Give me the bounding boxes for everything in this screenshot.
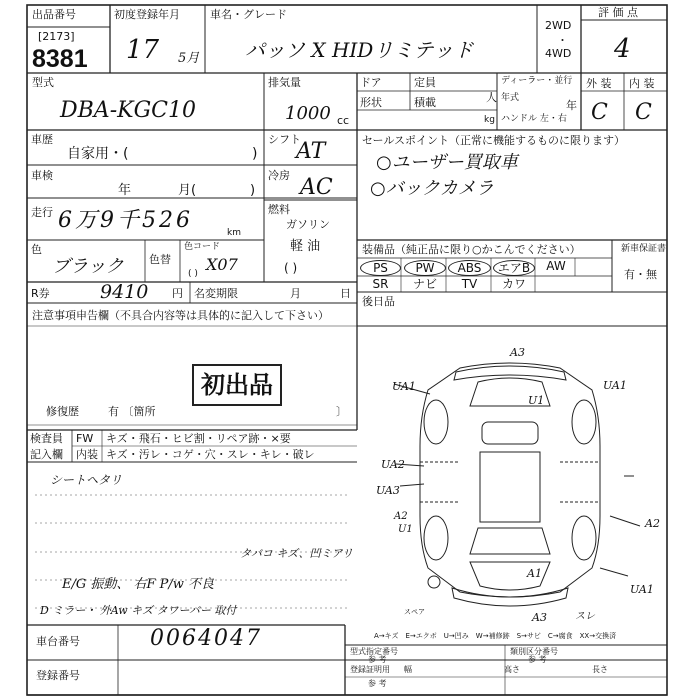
recycle-label: R券 [31, 287, 50, 300]
color-code-label: 色コード [184, 242, 221, 252]
model-code: DBA-KGC10 [60, 98, 196, 123]
fuel-gasoline: ガソリン [286, 218, 330, 231]
first-registration-year: 17 [126, 35, 160, 65]
history-value: 自家用・( [67, 146, 129, 162]
damage-mark-left-rear: A2 [394, 511, 408, 522]
equipment-item: カワ [501, 277, 526, 291]
history-close: ) [252, 146, 258, 162]
repair-history-close: 〕 [336, 405, 347, 418]
interior-tag: 内装 [76, 448, 98, 461]
damage-mark-front-left: UA1 [392, 380, 416, 393]
dealer-label: ディーラー・並行 [501, 76, 573, 86]
shift-label: シフト [268, 133, 301, 146]
wheel-rear-right [572, 516, 596, 560]
damage-mark-trunk: A1 [527, 567, 542, 580]
inspection-close: ) [250, 183, 256, 198]
interior-label: 内 装 [629, 77, 655, 90]
inspection-label: 車検 [31, 169, 53, 182]
load-unit: kg [484, 115, 495, 125]
equipment-item: SR [372, 277, 389, 291]
fuel-paren: ( ) [284, 261, 298, 275]
rear-bumper [452, 588, 568, 606]
damage-legend: A→キズ E→エクボ U→凹み W→補修跡 S→サビ C→腐食 XX→交換済 [374, 632, 617, 640]
equipment-item: AW [546, 259, 566, 273]
displacement-unit: cc [337, 114, 350, 127]
model-spec-label: 型式指定番号 [350, 647, 398, 656]
sales-points-label: セールスポイント（正常に機能するものに限ります） [362, 134, 626, 147]
sales-point-1: ○ユーザー買取車 [376, 152, 518, 173]
rear-window [470, 528, 550, 554]
first-listing-stamp [192, 364, 282, 406]
car-name: パッソ X HIDリミテッド [245, 38, 474, 62]
recycle-unit: 円 [172, 287, 183, 300]
damage-mark-left-rear-2: U1 [398, 524, 413, 535]
inspector-note-3: E/G 振動、 右F P/w 不良 [62, 577, 215, 592]
windshield [482, 422, 538, 444]
model-label: 型式 [32, 76, 54, 89]
displacement-value: 1000 [285, 103, 331, 124]
class-number-reference: 参 考 [528, 655, 547, 664]
color-code-paren: ( ) [188, 269, 198, 279]
shape-label: 形状 [360, 96, 382, 109]
class-number-label: 類別区分番号 [510, 647, 558, 656]
damage-mark-rear-right: UA1 [630, 583, 654, 596]
history-label: 車歴 [31, 133, 53, 146]
registration-certificate-label: 登録証明用 [350, 665, 390, 674]
mileage-unit: km [227, 228, 241, 238]
damage-mark-left-door: UA2 [381, 458, 405, 471]
repair-history-value: 有 〔箇所 [108, 405, 156, 418]
model-spec-reference: 参 考 [368, 655, 387, 664]
first-registration-month: 5月 [178, 51, 200, 66]
inspector-entry-label: 記入欄 [30, 448, 63, 461]
roof [480, 452, 540, 522]
mileage-label: 走行 [31, 206, 53, 219]
mileage-value: 6万9千526 [58, 208, 193, 233]
equipment-label: 装備品（純正品に限り○かこんでください） [362, 243, 581, 256]
wheel-front-left [424, 400, 448, 444]
lot-number: 8381 [32, 45, 88, 73]
damage-mark-line-6 [600, 568, 628, 576]
drive-2wd: 2WD [545, 19, 572, 32]
fuel-diesel: 軽 油 [290, 239, 321, 254]
damage-mark-right-rear: A2 [645, 517, 660, 530]
warranty-label: 新車保証書 [621, 244, 667, 254]
color-change-label: 色替 [149, 253, 171, 266]
fuel-label: 燃料 [268, 203, 290, 216]
ac-label: 冷房 [268, 169, 290, 182]
damage-mark-hood: U1 [528, 394, 545, 407]
interior-grade: C [635, 100, 652, 125]
ac-value: AC [300, 175, 333, 200]
drive-4wd: 4WD [545, 47, 572, 60]
door-label: ドア [360, 76, 382, 89]
lot-bracket: [2173] [38, 30, 75, 43]
color-label: 色 [31, 243, 42, 256]
exterior-grade: C [591, 100, 608, 125]
equipment-item: TV [461, 277, 478, 291]
chassis-number: 0064047 [150, 626, 262, 651]
year-unit: 年 [566, 99, 577, 112]
color-value: ブラック [52, 256, 124, 277]
damage-mark-rear-bumper: A3 [532, 611, 547, 624]
damage-mark-front: A3 [510, 346, 525, 359]
notes-label: 注意事項申告欄（不具合内容等は具体的に記入して下さい） [32, 309, 329, 322]
capacity-unit: 人 [486, 91, 497, 104]
equipment-item: エアB [493, 260, 535, 276]
score-label: 評 価 点 [598, 6, 638, 19]
equipment-item: PS [360, 260, 401, 276]
wheel-rear-left [424, 516, 448, 560]
chassis-number-label: 車台番号 [36, 635, 80, 648]
score-value: 4 [614, 34, 631, 64]
damage-mark-left-rear-door: UA3 [376, 484, 400, 497]
load-label: 積載 [414, 96, 436, 109]
damage-mark-line-5 [610, 516, 640, 526]
color-code-value: X07 [206, 255, 238, 274]
inspector-note-1: シートヘタリ [50, 473, 123, 487]
displacement-label: 排気量 [268, 76, 301, 89]
equipment-item: ナビ [412, 277, 437, 291]
exterior-label: 外 装 [586, 77, 612, 90]
damage-mark-front-right: UA1 [603, 379, 627, 392]
registration-number-label: 登録番号 [36, 669, 80, 682]
inspection-year: 年 [118, 183, 132, 198]
first-registration-label: 初度登録年月 [114, 8, 180, 21]
handle-label: ハンドル 左・右 [501, 114, 567, 124]
width-label: 幅 [404, 665, 412, 674]
sales-point-2: ○バックカメラ [370, 178, 494, 199]
length-label: 長さ [592, 665, 608, 674]
inspector-note-4: D ミラー・ 外Aw キズ タワーバー 取付 [40, 604, 237, 617]
car-name-label: 車名・グレード [210, 8, 287, 21]
capacity-label: 定員 [414, 76, 436, 89]
equipment-item: PW [404, 260, 446, 276]
first-listing-stamp-text: 初出品 [201, 371, 273, 399]
inspection-month: 月( [178, 183, 197, 198]
inspector-label: 検査員 [30, 432, 63, 445]
after-items-label: 後日品 [362, 295, 395, 308]
shift-value: AT [296, 139, 326, 164]
fw-options: キズ・飛石・ヒビ割・リペア跡・×要 [106, 432, 291, 445]
recycle-value: 9410 [100, 281, 149, 303]
fw-tag: FW [76, 432, 94, 445]
drive-dot: ・ [557, 34, 568, 47]
equipment-item: ABS [448, 260, 491, 276]
damage-mark-scuff: スレ [575, 611, 595, 622]
name-change-month: 月 [290, 287, 301, 300]
warranty-value: 有・無 [624, 268, 657, 281]
name-change-label: 名変期限 [194, 287, 238, 300]
height-label: 高さ [504, 665, 520, 674]
repair-history-label: 修復歴 [46, 405, 79, 418]
inspector-note-2: タバコ キズ、凹ミアリ [240, 547, 354, 560]
spare-tire-label: スペア [404, 608, 425, 616]
name-change-day: 日 [340, 287, 351, 300]
lot-number-label: 出品番号 [32, 8, 76, 21]
interior-options: キズ・汚レ・コゲ・穴・スレ・キレ・破レ [106, 448, 315, 461]
model-year-label: 年式 [501, 93, 520, 103]
registration-reference: 参 考 [368, 679, 387, 688]
spare-tire [428, 576, 440, 588]
wheel-front-right [572, 400, 596, 444]
